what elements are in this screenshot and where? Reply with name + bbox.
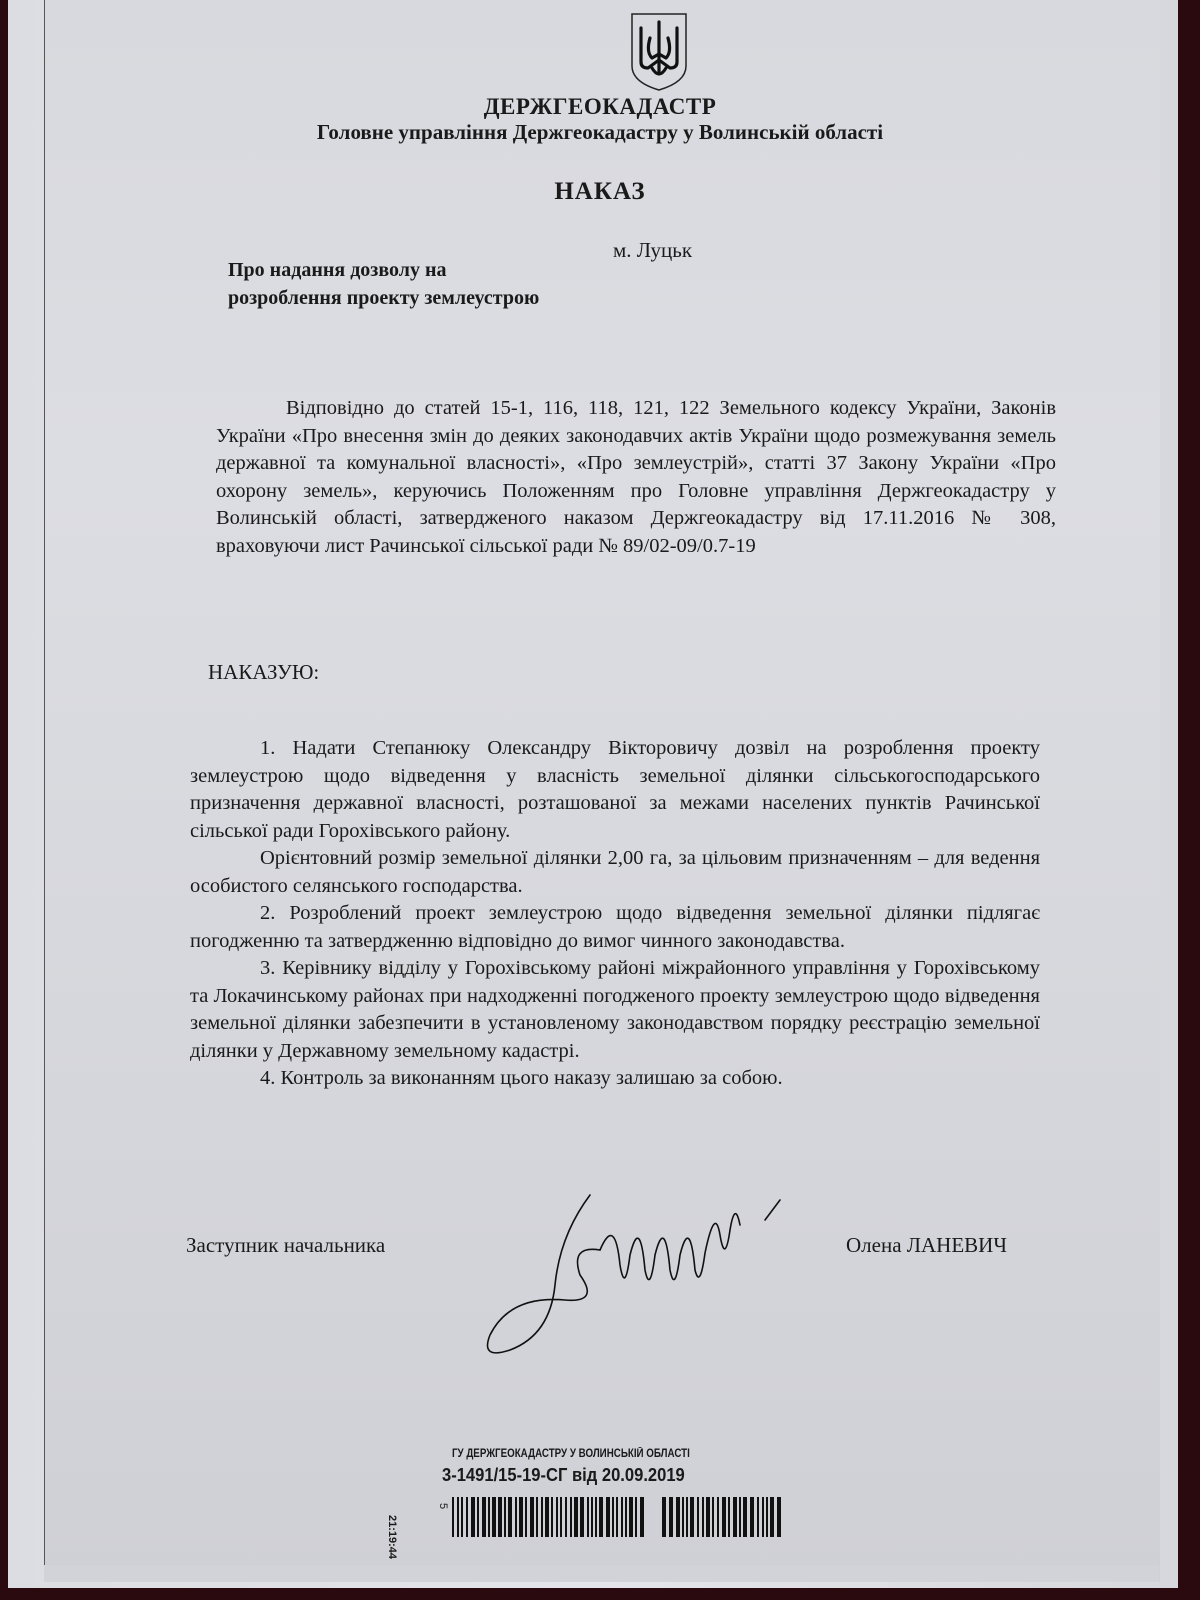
- barcode-bar: [515, 1497, 517, 1537]
- barcode-bar: [508, 1497, 512, 1537]
- stamp-digit: 5: [437, 1502, 450, 1510]
- barcode-bar: [541, 1497, 543, 1537]
- barcode-bar: [757, 1497, 759, 1537]
- barcode-bar: [743, 1497, 747, 1537]
- barcode-bar: [770, 1497, 774, 1537]
- barcode-bar: [492, 1497, 496, 1537]
- barcode-bar: [629, 1497, 633, 1537]
- order-item-2: 2. Розроблений проект землеустрою щодо відведення земельної ділянки підлягає погодженню та затвердженню відповідно до вимог чинного законодавства.: [190, 902, 1040, 952]
- barcode-bar: [686, 1497, 688, 1537]
- barcode-bar: [536, 1497, 538, 1537]
- barcode-bar: [621, 1497, 623, 1537]
- stamp-organization: ГУ ДЕРЖГЕОКАДАСТРУ У ВОЛИНСЬКІЙ ОБЛАСТІ: [452, 1448, 690, 1460]
- barcode-bar: [574, 1497, 578, 1537]
- barcode-bar: [498, 1497, 502, 1537]
- barcode-bar: [565, 1497, 567, 1537]
- barcode-bar: [457, 1497, 459, 1537]
- barcode-bar: [587, 1497, 589, 1537]
- barcode-bar: [606, 1497, 610, 1537]
- barcode-bar: [477, 1497, 479, 1537]
- stamp-time: 21:19:44: [386, 1515, 398, 1560]
- barcode-bar: [640, 1497, 644, 1537]
- order-item-1: 1. Надати Степанюку Олександру Вікторовичу дозвіл на розроблення проекту землеустрою щодо відведення у власність земельної ділянки сільськогосподарського призначення державної власності, розташованої за межами населених пунктів Рачинської сільської ради Горохівського району.: [190, 737, 1040, 842]
- order-item-4: 4. Контроль за виконанням цього наказу залишаю за собою.: [260, 1067, 783, 1089]
- barcode-bar: [466, 1497, 468, 1537]
- handwritten-signature: [470, 1175, 800, 1375]
- barcode-bar: [706, 1497, 710, 1537]
- barcode-bar: [739, 1497, 741, 1537]
- order-word: НАКАЗУЮ:: [208, 660, 320, 684]
- order-item-1-size: Орієнтовний розмір земельної ділянки 2,00 га, за цільовим призначенням – для ведення особистого селянського господарства.: [190, 847, 1040, 897]
- preamble: Відповідно до статей 15-1, 116, 118, 121, 122 Земельного кодексу України, Законів України «Про внесення змін до деяких законодавчих актів України щодо розмежування земель державної та комунальної власності», «Про землеустрій», статті 37 Закону України «Про охорону земель», керуючись Положенням про Головне управління Держгеокадастру у Волинській області, затвердженого наказом Держгеокадастру від 17.11.2016 № 308, враховуючи лист Рачинської сільської ради № 89/02-09/0.7-19: [216, 397, 1056, 557]
- barcode-bar: [616, 1497, 618, 1537]
- organization-name: ДЕРЖГЕОКАДАСТР: [483, 94, 717, 119]
- barcode-bar: [551, 1497, 553, 1537]
- barcode-bar: [525, 1497, 527, 1537]
- document-title: НАКАЗ: [554, 178, 646, 205]
- barcode-bar: [545, 1497, 549, 1537]
- barcode-bar: [461, 1497, 463, 1537]
- barcode-bar: [504, 1497, 506, 1537]
- barcode-bar: [625, 1497, 627, 1537]
- barcode-bar: [556, 1497, 558, 1537]
- barcode-bar: [750, 1497, 754, 1537]
- signatory-name: Олена ЛАНЕВИЧ: [846, 1233, 1007, 1257]
- barcode-bar: [712, 1497, 714, 1537]
- order-items: [190, 735, 1040, 1093]
- barcode-bar: [595, 1497, 597, 1537]
- barcode-bar: [591, 1497, 593, 1537]
- signatory-role: Заступник начальника: [186, 1233, 386, 1257]
- barcode-bar: [676, 1497, 680, 1537]
- department-name: Головне управління Держгеокадастру у Волинській області: [316, 120, 884, 144]
- barcode-bar: [452, 1497, 454, 1537]
- barcode-bar: [560, 1497, 562, 1537]
- barcode-bar: [599, 1497, 603, 1537]
- barcode-bar: [697, 1497, 699, 1537]
- barcode: [452, 1497, 782, 1537]
- city: м. Луцьк: [613, 238, 693, 262]
- barcode-bar: [612, 1497, 614, 1537]
- order-subject: Про надання дозволу на розроблення проекту землеустрою: [228, 259, 540, 309]
- barcode-bar: [519, 1497, 523, 1537]
- barcode-bar: [682, 1497, 684, 1537]
- barcode-bar: [690, 1497, 694, 1537]
- barcode-bar: [702, 1497, 704, 1537]
- barcode-bar: [580, 1497, 584, 1537]
- order-item-3: 3. Керівнику відділу у Горохівському районі міжрайонного управління у Горохівському та Локачинському районах при надходженні погодженого проекту землеустрою щодо відведення земельної ділянки забезпечити в установленому законодавством порядку реєстрацію земельної ділянки у Державному земельному кадастрі.: [190, 957, 1040, 1062]
- registration-number: 3-1491/15-19-СГ від 20.09.2019: [442, 1465, 685, 1485]
- barcode-bar: [662, 1497, 666, 1537]
- barcode-bar: [728, 1497, 730, 1537]
- barcode-bar: [488, 1497, 490, 1537]
- barcode-bar: [766, 1497, 768, 1537]
- barcode-bar: [777, 1497, 781, 1537]
- barcode-bar: [733, 1497, 737, 1537]
- page-bottom-edge: [44, 1565, 1159, 1582]
- coat-of-arms-icon: [628, 10, 690, 94]
- barcode-bar: [762, 1497, 764, 1537]
- barcode-bar: [669, 1497, 673, 1537]
- barcode-bar: [570, 1497, 572, 1537]
- barcode-bar: [530, 1497, 534, 1537]
- barcode-bar: [722, 1497, 726, 1537]
- barcode-bar: [635, 1497, 637, 1537]
- barcode-bar: [717, 1497, 719, 1537]
- barcode-bar: [471, 1497, 475, 1537]
- barcode-bar: [482, 1497, 486, 1537]
